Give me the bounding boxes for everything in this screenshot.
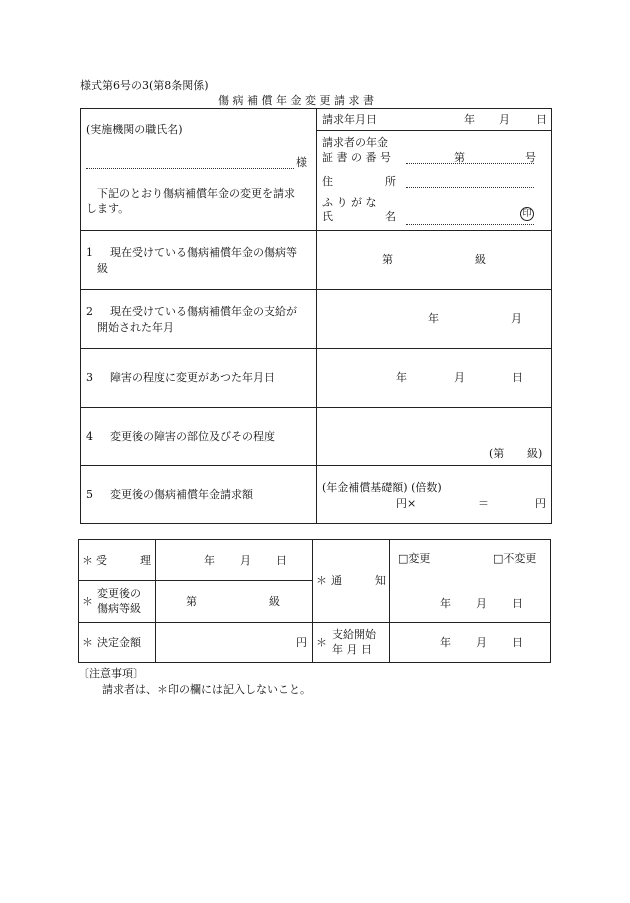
item-1-label-line2: 級 (97, 262, 108, 275)
changed-checkbox[interactable]: □変更 (398, 552, 431, 565)
furigana-label: ふ り が な (322, 196, 377, 209)
receipt-day[interactable]: 日 (276, 554, 287, 567)
item-1-label-line1: 現在受けている傷病補償年金の傷病等 (110, 246, 297, 259)
asterisk-decision: ＊ (82, 636, 93, 649)
receipt-label: 受 理 (96, 554, 151, 567)
grade-dai[interactable]: 第 (186, 595, 197, 608)
item-5-basis-label: (年金補償基礎額) (倍数) (322, 481, 442, 494)
item-5-equals: ＝ (478, 497, 489, 510)
decision-yen[interactable]: 円 (296, 636, 307, 649)
office-col-line-1 (155, 539, 156, 663)
decision-label: 決定金額 (97, 636, 141, 649)
row-line-1 (80, 230, 552, 231)
request-date-day[interactable]: 日 (536, 113, 547, 126)
start-day[interactable]: 日 (512, 636, 523, 649)
item-3-year[interactable]: 年 (396, 371, 407, 384)
request-date-month[interactable]: 月 (499, 113, 510, 126)
asterisk-grade: ＊ (82, 595, 93, 608)
request-date-label: 請求年月日 (322, 113, 377, 126)
receipt-year[interactable]: 年 (204, 554, 215, 567)
item-2-number: 2 (86, 305, 93, 318)
name-input-line[interactable] (406, 224, 534, 225)
addressee-input-line[interactable] (86, 168, 294, 169)
start-label-1: 支給開始 (332, 628, 376, 641)
notes-heading: 〔注意事項〕 (78, 667, 144, 680)
address-label-1: 住 (322, 175, 333, 188)
row-line-2 (80, 289, 552, 290)
date-row-line (316, 130, 552, 131)
notice-day[interactable]: 日 (512, 597, 523, 610)
address-input-line[interactable] (406, 187, 534, 188)
receipt-month[interactable]: 月 (240, 554, 251, 567)
notice-label: 通 知 (331, 574, 386, 587)
request-text-line2: します。 (86, 202, 130, 215)
item-3-label: 障害の程度に変更があつた年月日 (110, 371, 275, 384)
cert-number-input-line[interactable] (406, 163, 534, 164)
main-table-divider (316, 108, 317, 524)
item-3-day[interactable]: 日 (512, 371, 523, 384)
row-line-4 (80, 407, 552, 408)
name-label-1: 氏 (322, 210, 333, 223)
grade-kyu[interactable]: 級 (269, 595, 280, 608)
item-5-yen-times[interactable]: 円× (396, 497, 417, 510)
asterisk-notice: ＊ (316, 574, 327, 587)
row-line-5 (80, 465, 552, 466)
notice-year[interactable]: 年 (440, 597, 451, 610)
office-row-line-1a (78, 580, 312, 581)
request-date-year[interactable]: 年 (464, 113, 475, 126)
office-row-line-2 (78, 622, 551, 623)
form-number: 様式第6号の3(第8条関係) (80, 79, 209, 92)
item-1-number: 1 (86, 246, 93, 259)
form-title: 傷 病 補 償 年 金 変 更 請 求 書 (218, 94, 374, 107)
item-5-number: 5 (86, 488, 93, 501)
addressee-honorific: 様 (296, 156, 307, 169)
cert-number-label-1: 請求者の年金 (322, 136, 388, 149)
notes-text: 請求者は、＊印の欄には記入しないこと。 (102, 683, 311, 696)
office-col-line-3 (389, 539, 390, 663)
item-4-dai[interactable]: (第 (489, 447, 505, 460)
grade-label-2: 傷病等級 (97, 602, 141, 615)
item-2-label-line1: 現在受けている傷病補償年金の支給が (110, 305, 297, 318)
item-2-year[interactable]: 年 (428, 312, 439, 325)
item-5-yen[interactable]: 円 (535, 497, 546, 510)
cert-number-go: 号 (525, 151, 536, 164)
cert-number-dai: 第 (454, 151, 465, 164)
unchanged-checkbox[interactable]: □不変更 (493, 552, 537, 565)
item-3-month[interactable]: 月 (454, 371, 465, 384)
item-2-label-line2: 開始された年月 (97, 321, 174, 334)
request-text-line1: 下記のとおり傷病補償年金の変更を請求 (97, 187, 295, 200)
item-4-kyu[interactable]: 級) (527, 447, 543, 460)
grade-label-1: 変更後の (97, 587, 141, 600)
cert-number-label-2: 証 書 の 番 号 (322, 151, 391, 164)
item-5-label: 変更後の傷病補償年金請求額 (110, 488, 253, 501)
office-col-line-2 (312, 539, 313, 663)
item-4-number: 4 (86, 430, 93, 443)
name-label-2: 名 (385, 210, 396, 223)
seal-mark: 印 (520, 207, 534, 221)
notice-month[interactable]: 月 (476, 597, 487, 610)
item-1-dai[interactable]: 第 (382, 253, 393, 266)
start-year[interactable]: 年 (440, 636, 451, 649)
row-line-3 (80, 348, 552, 349)
start-month[interactable]: 月 (476, 636, 487, 649)
start-label-2: 年 月 日 (332, 643, 372, 656)
asterisk-start: ＊ (316, 636, 327, 649)
item-4-label: 変更後の障害の部位及びその程度 (110, 430, 275, 443)
addressee-label: (実施機関の職氏名) (86, 123, 183, 136)
asterisk-receipt: ＊ (82, 554, 93, 567)
item-3-number: 3 (86, 371, 93, 384)
item-1-kyu[interactable]: 級 (475, 253, 486, 266)
address-label-2: 所 (385, 175, 396, 188)
item-2-month[interactable]: 月 (511, 312, 522, 325)
